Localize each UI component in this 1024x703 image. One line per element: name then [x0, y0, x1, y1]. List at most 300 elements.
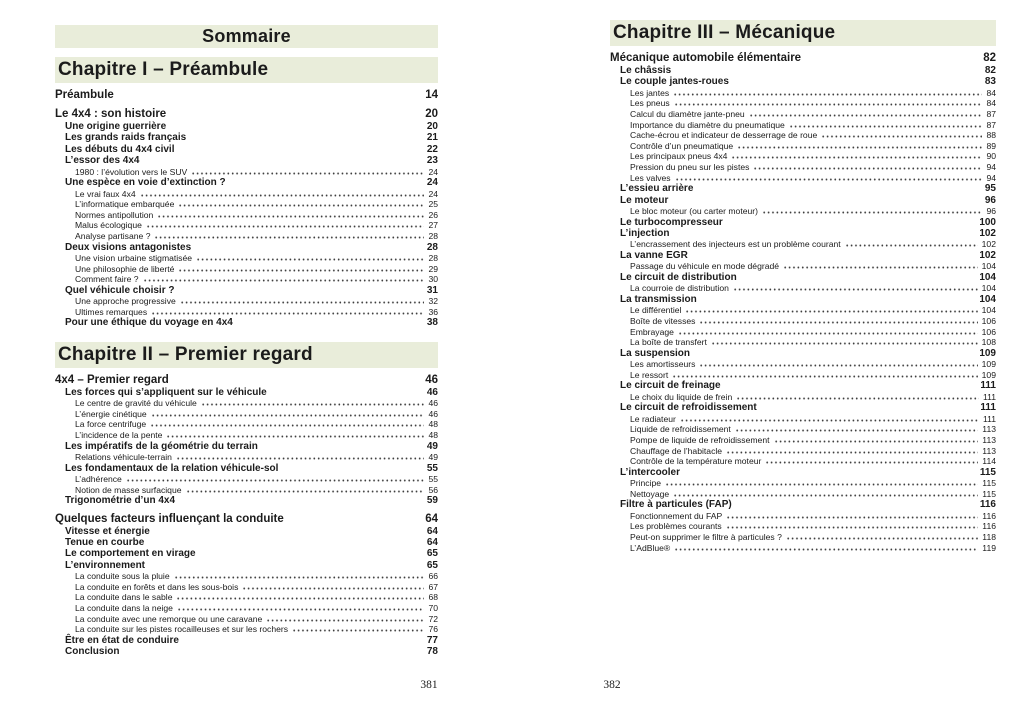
toc-entry-label: Relations véhicule-terrain: [75, 451, 172, 462]
toc-entry-label: Le circuit de freinage: [620, 380, 721, 392]
toc-entry-page: 55: [428, 473, 438, 484]
dot-leader: [174, 576, 425, 579]
toc-entry: [610, 173, 996, 184]
toc-entry: [610, 305, 996, 316]
toc-entry-label: Liquide de refroidissement: [630, 424, 731, 435]
toc-entry-page: 104: [979, 271, 996, 283]
toc-entry-label: Contrôle de la température moteur: [630, 456, 762, 467]
toc-entry: [55, 264, 438, 275]
dot-leader: [684, 472, 976, 475]
toc-entry-page: 102: [981, 239, 996, 250]
dot-leader: [118, 95, 421, 98]
toc-entry-label: Normes antipollution: [75, 209, 154, 220]
toc-entry-page: 114: [982, 456, 996, 467]
dot-leader: [173, 380, 421, 383]
toc-entry-label: Pour une éthique du voyage en 4x4: [65, 317, 233, 329]
toc-entry: [55, 242, 438, 253]
toc-entry-label: Boîte de vitesses: [630, 315, 696, 326]
toc-entry-label: La transmission: [620, 293, 697, 305]
toc-entry: [610, 98, 996, 109]
dot-leader: [176, 597, 424, 600]
toc-entry-page: 32: [428, 296, 438, 307]
dot-leader: [725, 385, 977, 388]
toc-entry: [610, 424, 996, 435]
toc-entry-page: 76: [428, 624, 438, 635]
toc-entry: [610, 380, 996, 391]
toc-entry-page: 24: [426, 177, 438, 189]
dot-leader: [176, 457, 424, 460]
toc-entry-label: Le 4x4 : son histoire: [55, 108, 167, 120]
toc-entry: [610, 532, 996, 543]
toc-entry: [610, 414, 996, 425]
toc-entry-label: Contrôle d’un pneumatique: [630, 140, 734, 151]
dot-leader: [783, 266, 978, 269]
toc-entry-page: 104: [979, 293, 996, 305]
toc-entry-page: 104: [981, 283, 996, 294]
toc-entry-label: La conduite en forêts et dans les sous-bois: [75, 581, 239, 592]
toc-entry: [55, 220, 438, 231]
toc-entry: [55, 307, 438, 318]
toc-entry-label: Quel véhicule choisir ?: [65, 284, 175, 296]
toc-entry-page: 95: [984, 183, 996, 195]
toc-entry-label: Les principaux pneus 4x4: [630, 151, 728, 162]
toc-entry: [55, 409, 438, 420]
toc-entry-page: 46: [428, 408, 438, 419]
toc-entry-page: 66: [428, 571, 438, 582]
toc-entry-page: 56: [428, 484, 438, 495]
chapter-heading: Chapitre III – Mécanique: [610, 20, 996, 46]
toc-entry-page: 106: [981, 326, 996, 337]
dot-leader: [200, 553, 423, 556]
toc-entry-page: 87: [986, 119, 996, 130]
toc-entry-page: 115: [982, 478, 996, 489]
toc-entry: [55, 485, 438, 496]
toc-entry-page: 104: [981, 305, 996, 316]
toc-entry: [55, 537, 438, 548]
toc-entry-page: 84: [986, 98, 996, 109]
toc-entry: [55, 398, 438, 409]
toc-entry-label: Calcul du diamètre jante-pneu: [630, 109, 745, 119]
toc-entry-label: Une espèce en voie d’extinction ?: [65, 177, 226, 189]
toc-entry-page: 109: [979, 347, 996, 359]
toc-entry-label: Les grands raids français: [65, 132, 187, 144]
toc-entry: [55, 624, 438, 635]
dot-leader: [737, 146, 982, 149]
toc-entry: [610, 499, 996, 510]
toc-entry-label: Comment faire ?: [75, 274, 139, 285]
page-number-left: 381: [420, 679, 438, 691]
toc-entry-page: 30: [428, 274, 438, 285]
dot-leader: [762, 211, 982, 214]
toc-entry-label: L’essor des 4x4: [65, 155, 140, 167]
toc-entry-label: Notion de masse surfacique: [75, 484, 182, 495]
toc-entry-page: 116: [979, 499, 996, 511]
toc-entry: [55, 253, 438, 264]
toc-entry: [55, 463, 438, 474]
toc-entry: [55, 495, 438, 506]
toc-entry: [610, 195, 996, 206]
toc-entry: [610, 521, 996, 532]
toc-entry-page: 70: [428, 602, 438, 613]
toc-entry-page: 68: [428, 592, 438, 603]
toc-entry: [55, 512, 438, 526]
toc-entry-label: Les forces qui s’appliquent sur le véhicule: [65, 386, 267, 398]
toc-entry: [55, 474, 438, 485]
toc-entry-label: La boîte de transfert: [630, 337, 707, 348]
dot-leader: [201, 403, 425, 406]
dot-leader: [672, 200, 981, 203]
toc-entry: [610, 392, 996, 403]
dot-leader: [266, 619, 424, 622]
toc-entry-page: 36: [428, 306, 438, 317]
toc-entry-label: Quelques facteurs influençant la conduite: [55, 512, 284, 525]
dot-leader: [170, 114, 421, 117]
dot-leader: [178, 290, 422, 293]
toc-entry-label: Les pneus: [630, 98, 670, 109]
toc-entry: [610, 456, 996, 467]
dot-leader: [186, 490, 425, 493]
toc-entry: [55, 167, 438, 178]
toc-entry: [610, 217, 996, 228]
toc-entry: [55, 296, 438, 307]
toc-entry: [610, 120, 996, 131]
toc-entry: [55, 582, 438, 593]
toc-entry-page: 49: [428, 451, 438, 462]
toc-entry-page: 14: [425, 89, 438, 101]
dot-leader: [151, 312, 424, 315]
toc-entry-label: Le comportement en virage: [65, 548, 196, 560]
dot-leader: [765, 461, 978, 464]
toc-entry-label: Tenue en courbe: [65, 536, 145, 548]
toc-entry-label: Le différentiel: [630, 305, 682, 316]
toc-entry: [610, 65, 996, 76]
toc-entry: [610, 489, 996, 500]
dot-leader: [195, 247, 423, 250]
dot-leader: [144, 160, 423, 163]
dot-leader: [731, 156, 982, 159]
toc-entry-label: Ultimes remarques: [75, 306, 148, 317]
toc-entry: [610, 76, 996, 87]
toc-entry-label: Les débuts du 4x4 civil: [65, 143, 175, 155]
dot-leader: [237, 322, 423, 325]
toc-entry: [610, 88, 996, 99]
toc-entry: [55, 560, 438, 571]
toc-entry-label: Pompe de liquide de refroidissement: [630, 434, 770, 445]
toc-entry-page: 94: [986, 172, 996, 183]
toc-entry-label: L’incidence de la pente: [75, 429, 163, 440]
dot-leader: [680, 419, 979, 422]
toc-entry: [55, 592, 438, 603]
toc-entry: [610, 337, 996, 348]
toc-entry-label: Le centre de gravité du véhicule: [75, 398, 197, 409]
dot-leader: [146, 225, 425, 228]
toc-entry-page: 64: [426, 536, 438, 548]
toc-entry: [610, 348, 996, 359]
toc-entry-page: 20: [425, 108, 438, 120]
toc-entry: [55, 189, 438, 200]
toc-entry-label: Mécanique automobile élémentaire: [610, 52, 802, 64]
toc-entry-label: Le châssis: [620, 65, 672, 76]
toc-entry: [610, 239, 996, 250]
toc-entry-page: 21: [426, 132, 438, 144]
dot-leader: [151, 414, 425, 417]
dot-leader: [673, 494, 978, 497]
toc-chapter: [610, 20, 996, 553]
toc-entry: [55, 387, 438, 398]
toc-entry-page: 102: [979, 249, 996, 261]
toc-entry-label: Les amortisseurs: [630, 359, 696, 370]
toc-entry-page: 64: [426, 525, 438, 537]
toc-entry-label: La conduite dans le sable: [75, 592, 173, 603]
toc-entry-label: Une philosophie de liberté: [75, 263, 175, 274]
dot-leader: [262, 446, 423, 449]
toc-entry-page: 46: [426, 386, 438, 398]
dot-leader: [726, 451, 978, 454]
toc-entry-label: Conclusion: [65, 646, 120, 658]
toc-entry-label: 1980 : l’évolution vers le SUV: [75, 166, 188, 177]
toc-entry: [55, 132, 438, 143]
toc-entry-page: 111: [982, 391, 996, 402]
toc-entry-page: 115: [979, 466, 996, 478]
dot-leader: [292, 629, 424, 632]
toc-entry-label: Le circuit de refroidissement: [620, 402, 757, 414]
dot-leader: [701, 299, 976, 302]
toc-entry-label: Deux visions antagonistes: [65, 241, 192, 253]
toc-entry-label: Nettoyage: [630, 488, 670, 499]
toc-entry-page: 31: [426, 284, 438, 296]
dot-leader: [178, 149, 422, 152]
dot-leader: [154, 236, 424, 239]
dot-leader: [230, 182, 423, 185]
toc-entry-page: 38: [426, 317, 438, 329]
toc-entry-page: 28: [426, 241, 438, 253]
toc-entry: [55, 603, 438, 614]
toc-entry: [610, 130, 996, 141]
dot-leader: [697, 188, 980, 191]
toc-entry-page: 83: [984, 76, 996, 88]
toc-entry-page: 113: [982, 445, 996, 456]
dot-leader: [736, 504, 976, 507]
dot-leader: [143, 279, 425, 282]
toc-entry-page: 77: [426, 634, 438, 646]
toc-entry-label: Une approche progressive: [75, 296, 176, 307]
dot-leader: [178, 269, 424, 272]
toc-entry-label: Les valves: [630, 172, 671, 183]
dot-leader: [845, 244, 978, 247]
toc-entry: [55, 121, 438, 132]
dot-leader: [726, 516, 978, 519]
chapter-heading: Chapitre II – Premier regard: [55, 342, 438, 368]
toc-entry-page: 48: [428, 429, 438, 440]
toc-entry-label: L’intercooler: [620, 466, 681, 478]
toc-entry-page: 82: [983, 52, 996, 64]
toc-entry-page: 102: [979, 227, 996, 239]
toc-entry-page: 26: [428, 209, 438, 220]
toc-entry: [610, 435, 996, 446]
toc-entry: [55, 373, 438, 387]
dot-leader: [711, 342, 978, 345]
toc-entry-label: L’AdBlue®: [630, 542, 671, 553]
dot-leader: [733, 288, 978, 291]
dot-leader: [166, 435, 424, 438]
toc-entry-page: 24: [428, 166, 438, 177]
toc-entry: [610, 370, 996, 381]
toc-entry-label: L’énergie cinétique: [75, 408, 147, 419]
dot-leader: [126, 479, 425, 482]
toc-entry-page: 65: [426, 559, 438, 571]
toc-entry-page: 82: [984, 65, 996, 76]
toc-entry-page: 29: [428, 263, 438, 274]
toc-entry-page: 89: [986, 140, 996, 151]
toc-entry: [55, 199, 438, 210]
toc-entry: [610, 183, 996, 194]
toc-entry-label: L’injection: [620, 227, 670, 239]
toc-entry: [55, 317, 438, 328]
toc-entry-page: 104: [981, 261, 996, 272]
toc-entry-label: La vanne EGR: [620, 249, 688, 261]
toc-entry-label: Les problèmes courants: [630, 521, 722, 532]
toc-entry: [55, 419, 438, 430]
toc-entry-label: L’encrassement des injecteurs est un problème courant: [630, 239, 841, 250]
dot-leader: [271, 392, 423, 395]
toc-entry-page: 64: [425, 512, 438, 525]
toc-entry-label: Filtre à particules (FAP): [620, 499, 732, 511]
dot-leader: [774, 440, 979, 443]
toc-entry: [610, 402, 996, 413]
toc-entry-label: La conduite sous la pluie: [75, 571, 170, 582]
toc-entry: [55, 548, 438, 559]
toc-entry: [55, 231, 438, 242]
toc-entry-page: 111: [982, 413, 996, 424]
dot-leader: [282, 468, 422, 471]
dot-leader: [786, 537, 978, 540]
toc-entry: [55, 441, 438, 452]
dot-leader: [685, 310, 977, 313]
page-number-right: 382: [603, 679, 621, 691]
toc-entry-page: 28: [428, 231, 438, 241]
dot-leader: [148, 542, 423, 545]
toc-entry-label: Le moteur: [620, 194, 669, 206]
dot-leader: [170, 126, 423, 129]
toc-entry-label: Le radiateur: [630, 413, 676, 424]
dot-leader: [288, 519, 421, 522]
dot-leader: [733, 81, 981, 84]
dot-leader: [753, 167, 982, 170]
toc-entry: [610, 272, 996, 283]
toc-entry-page: 27: [428, 220, 438, 231]
toc-entry-label: Le turbocompresseur: [620, 216, 723, 228]
toc-entry-label: 4x4 – Premier regard: [55, 373, 169, 386]
dot-leader: [727, 222, 976, 225]
dot-leader: [741, 277, 976, 280]
toc-entry: [55, 526, 438, 537]
toc-entry-page: 20: [426, 121, 438, 132]
toc-entries: [610, 51, 996, 553]
toc-entry-page: 22: [426, 143, 438, 155]
toc-entry-label: Une origine guerrière: [65, 121, 167, 132]
toc-entry-label: La courroie de distribution: [630, 283, 729, 294]
toc-entry: [55, 635, 438, 646]
toc-entry-page: 87: [986, 109, 996, 119]
toc-entry: [610, 543, 996, 554]
toc-entry: [610, 51, 996, 65]
toc-entry-page: 111: [980, 380, 996, 392]
left-page: [55, 0, 438, 658]
toc-entry-page: 115: [982, 488, 996, 499]
toc-entry-label: Préambule: [55, 89, 114, 101]
toc-entry-label: Une vision urbaine stigmatisée: [75, 253, 193, 263]
toc-entry: [610, 250, 996, 261]
toc-entry-page: 65: [426, 548, 438, 560]
dot-leader: [749, 114, 983, 117]
dot-leader: [154, 531, 423, 534]
toc-entry-page: 96: [986, 205, 996, 216]
dot-leader: [699, 321, 977, 324]
toc-entry-page: 78: [426, 646, 438, 658]
toc-entry-label: Les jantes: [630, 87, 670, 98]
toc-entry: [610, 316, 996, 327]
toc-entry: [610, 283, 996, 294]
toc-entry-page: 96: [984, 194, 996, 206]
dot-leader: [157, 215, 424, 218]
toc-chapter: [55, 342, 438, 658]
toc-entry-page: 116: [982, 521, 996, 532]
toc-entry-page: 46: [425, 373, 438, 386]
toc-entry-label: Vitesse et énergie: [65, 525, 150, 537]
toc-entry: [55, 614, 438, 625]
toc-entry: [610, 467, 996, 478]
toc-entry-label: Les impératifs de la géométrie du terrain: [65, 440, 258, 452]
dot-leader: [178, 204, 424, 207]
toc-entry: [55, 646, 438, 657]
toc-entry-page: 113: [982, 434, 996, 445]
toc-entry-label: Passage du véhicule en mode dégradé: [630, 261, 780, 272]
dot-leader: [678, 332, 978, 335]
dot-leader: [674, 548, 978, 551]
toc-entry-label: Le circuit de distribution: [620, 271, 737, 283]
toc-entry-label: Les fondamentaux de la relation véhicule-sol: [65, 462, 279, 474]
toc-entry: [610, 261, 996, 272]
toc-entry-label: Importance du diamètre du pneumatique: [630, 119, 785, 130]
dot-leader: [821, 135, 982, 138]
toc-entry-label: Le bloc moteur (ou carter moteur): [630, 205, 759, 216]
toc-entry-page: 109: [981, 369, 996, 380]
dot-leader: [665, 483, 978, 486]
toc-entry: [55, 155, 438, 166]
toc-entry: [55, 571, 438, 582]
toc-entry-label: La suspension: [620, 347, 691, 359]
toc-entry-page: 48: [428, 419, 438, 430]
toc-entry: [610, 294, 996, 305]
toc-entries: [55, 373, 438, 658]
toc-entry-page: 25: [428, 199, 438, 210]
toc-entry: [610, 162, 996, 173]
toc-entry: [55, 285, 438, 296]
toc-entry-label: L’adhérence: [75, 473, 122, 484]
toc-entry: [610, 478, 996, 489]
toc-entry-page: 46: [428, 398, 438, 409]
toc-entry-page: 108: [981, 337, 996, 348]
dot-leader: [761, 407, 977, 410]
toc-title: Sommaire: [55, 25, 438, 48]
toc-entry-label: Le choix du liquide de frein: [630, 391, 733, 402]
dot-leader: [123, 651, 422, 654]
toc-entry: [610, 359, 996, 370]
toc-entry-label: Malus écologique: [75, 220, 142, 231]
toc-entry-label: Pression du pneu sur les pistes: [630, 161, 750, 172]
toc-entry: [610, 141, 996, 152]
dot-leader: [183, 640, 423, 643]
